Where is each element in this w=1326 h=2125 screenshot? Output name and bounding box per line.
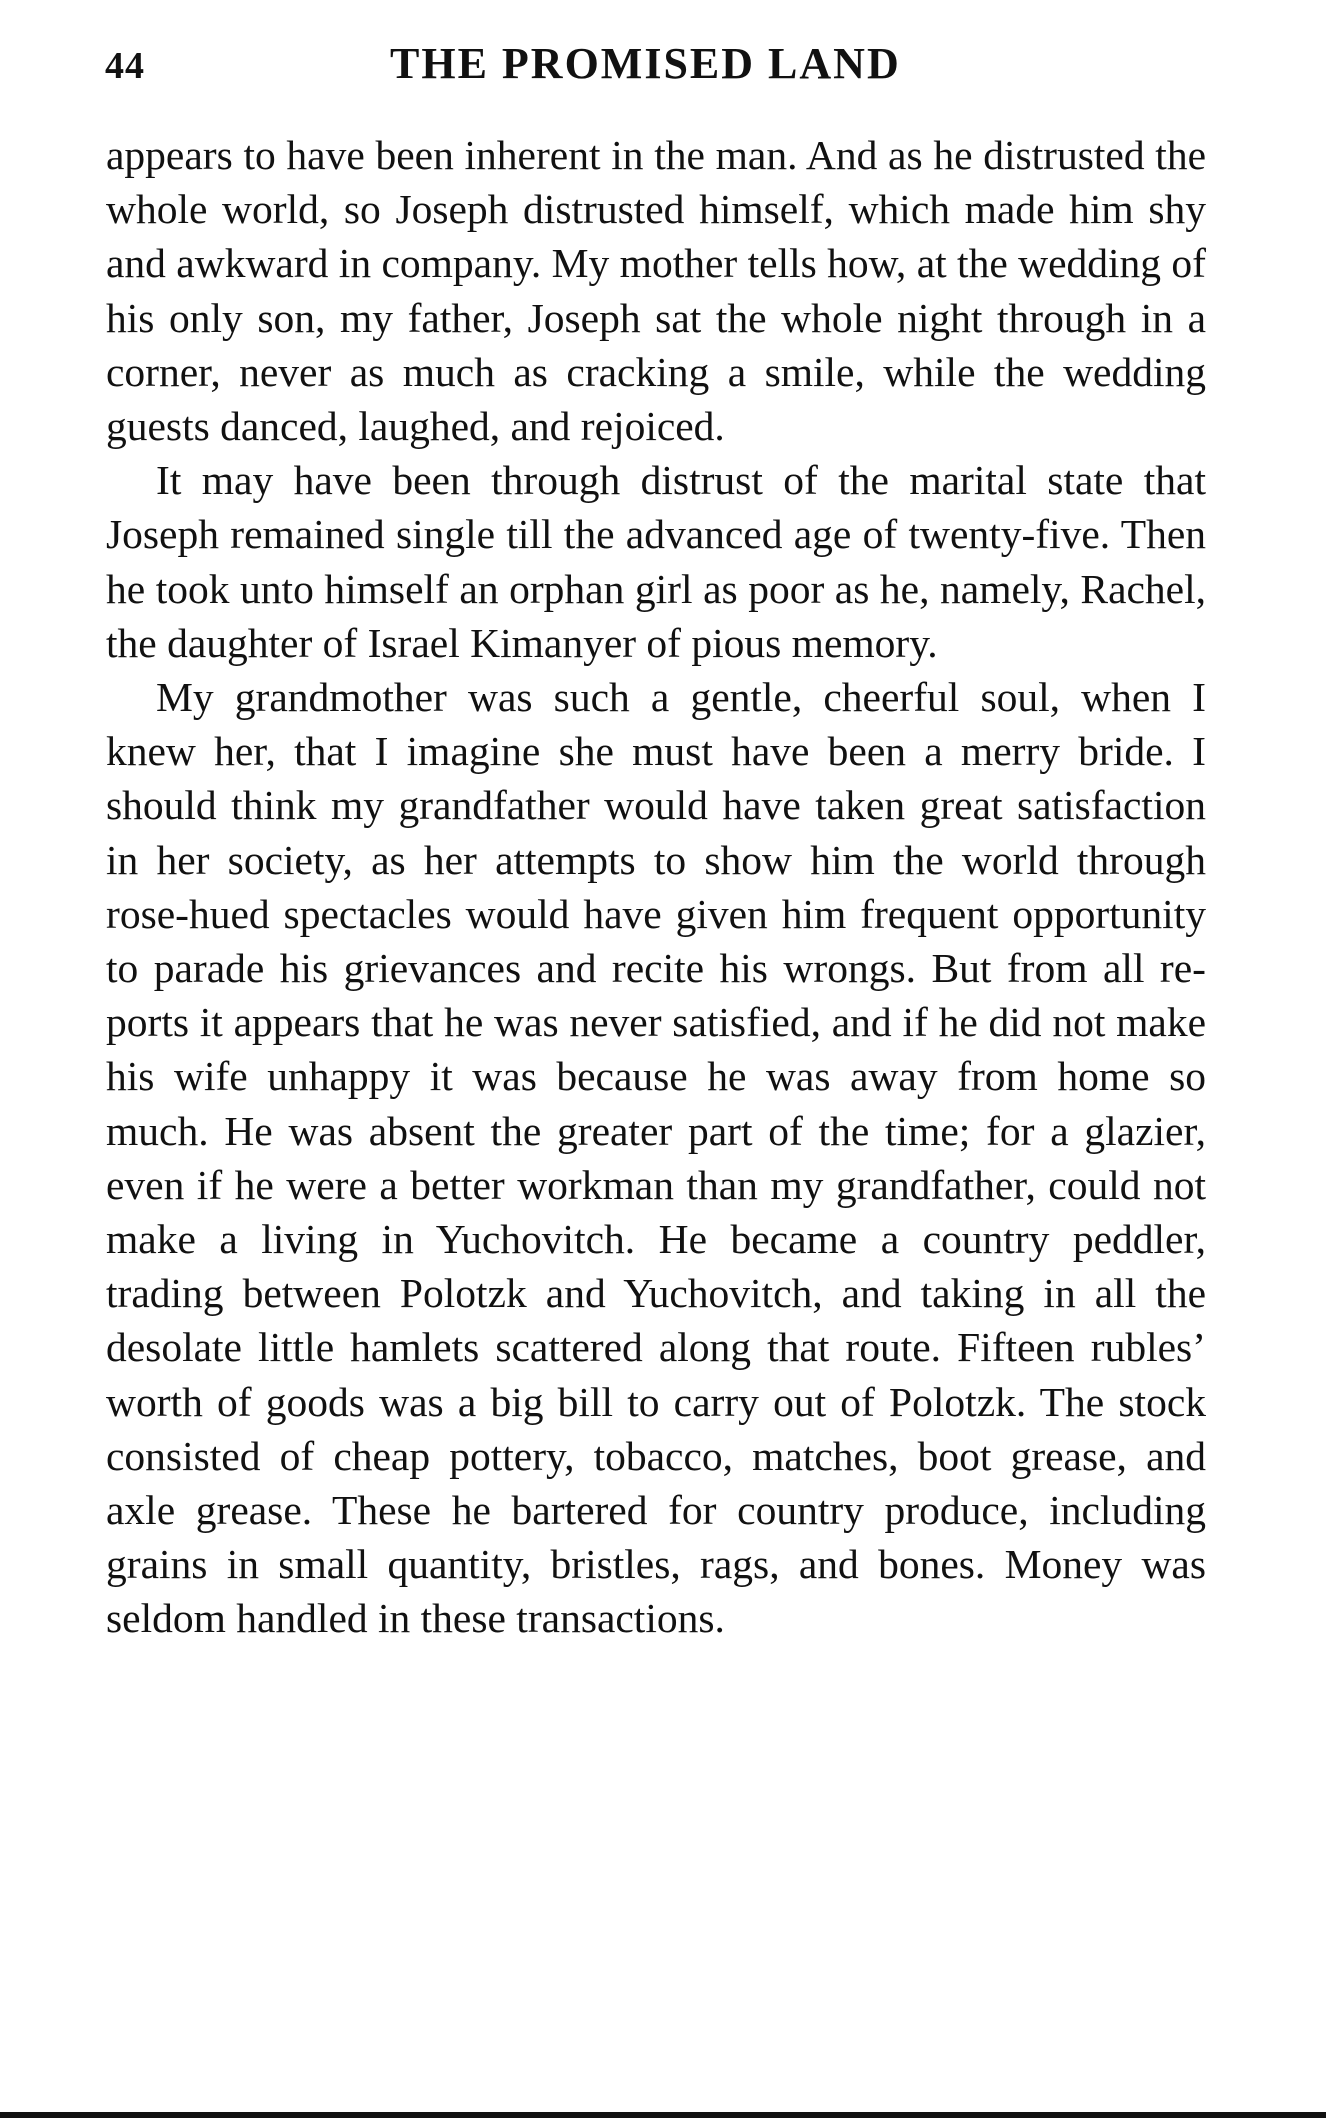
- paragraph-2: It may have been through distrust of the marital state that Joseph remained single till the advanced age of twenty-five. Then he took unto himself an orphan girl as poor as he, namely, Rachel, the daughter of Israel Kimanyer of pious memory.: [106, 457, 1206, 666]
- running-title: THE PROMISED LAND: [390, 39, 901, 88]
- bottom-rule: [0, 2112, 1326, 2118]
- paragraph-3: My grandmother was such a gentle, cheerful soul, when I knew her, that I imagine she must have been a merry bride. I should think my grandfather would have taken great satisfaction in her society, as her attempts to show him the world through rose-hued spectacles would have given him frequent opportunity to parade his grievances and recite his wrongs. But from all reports it appears that he was never satisfied, and if he did not make his wife unhappy it was because he was away from home so much. He was absent the greater part of the time; for a glazier, even if he were a better workman than my grandfather, could not make a living in Yuchovitch. He became a country peddler, trading between Polotzk and Yuchovitch, and taking in all the desolate little hamlets scattered along that route. Fifteen rubles’ worth of goods was a big bill to carry out of Polotzk. The stock consisted of cheap pottery, tobacco, matches, boot grease, and axle grease. These he bartered for country produce, including grains in small quantity, bristles, rags, and bones. Money was seldom handled in these transactions.: [106, 674, 1206, 1642]
- page-number: 44: [105, 45, 145, 87]
- running-head: [105, 38, 1205, 108]
- body-text: [106, 128, 1206, 1646]
- paragraph-1: appears to have been inherent in the man. And as he distrusted the whole world, so Joseph distrusted himself, which made him shy and awkward in company. My mother tells how, at the wedding of his only son, my father, Joseph sat the whole night through in a corner, never as much as cracking a smile, while the wedding guests danced, laughed, and rejoiced.: [106, 132, 1206, 450]
